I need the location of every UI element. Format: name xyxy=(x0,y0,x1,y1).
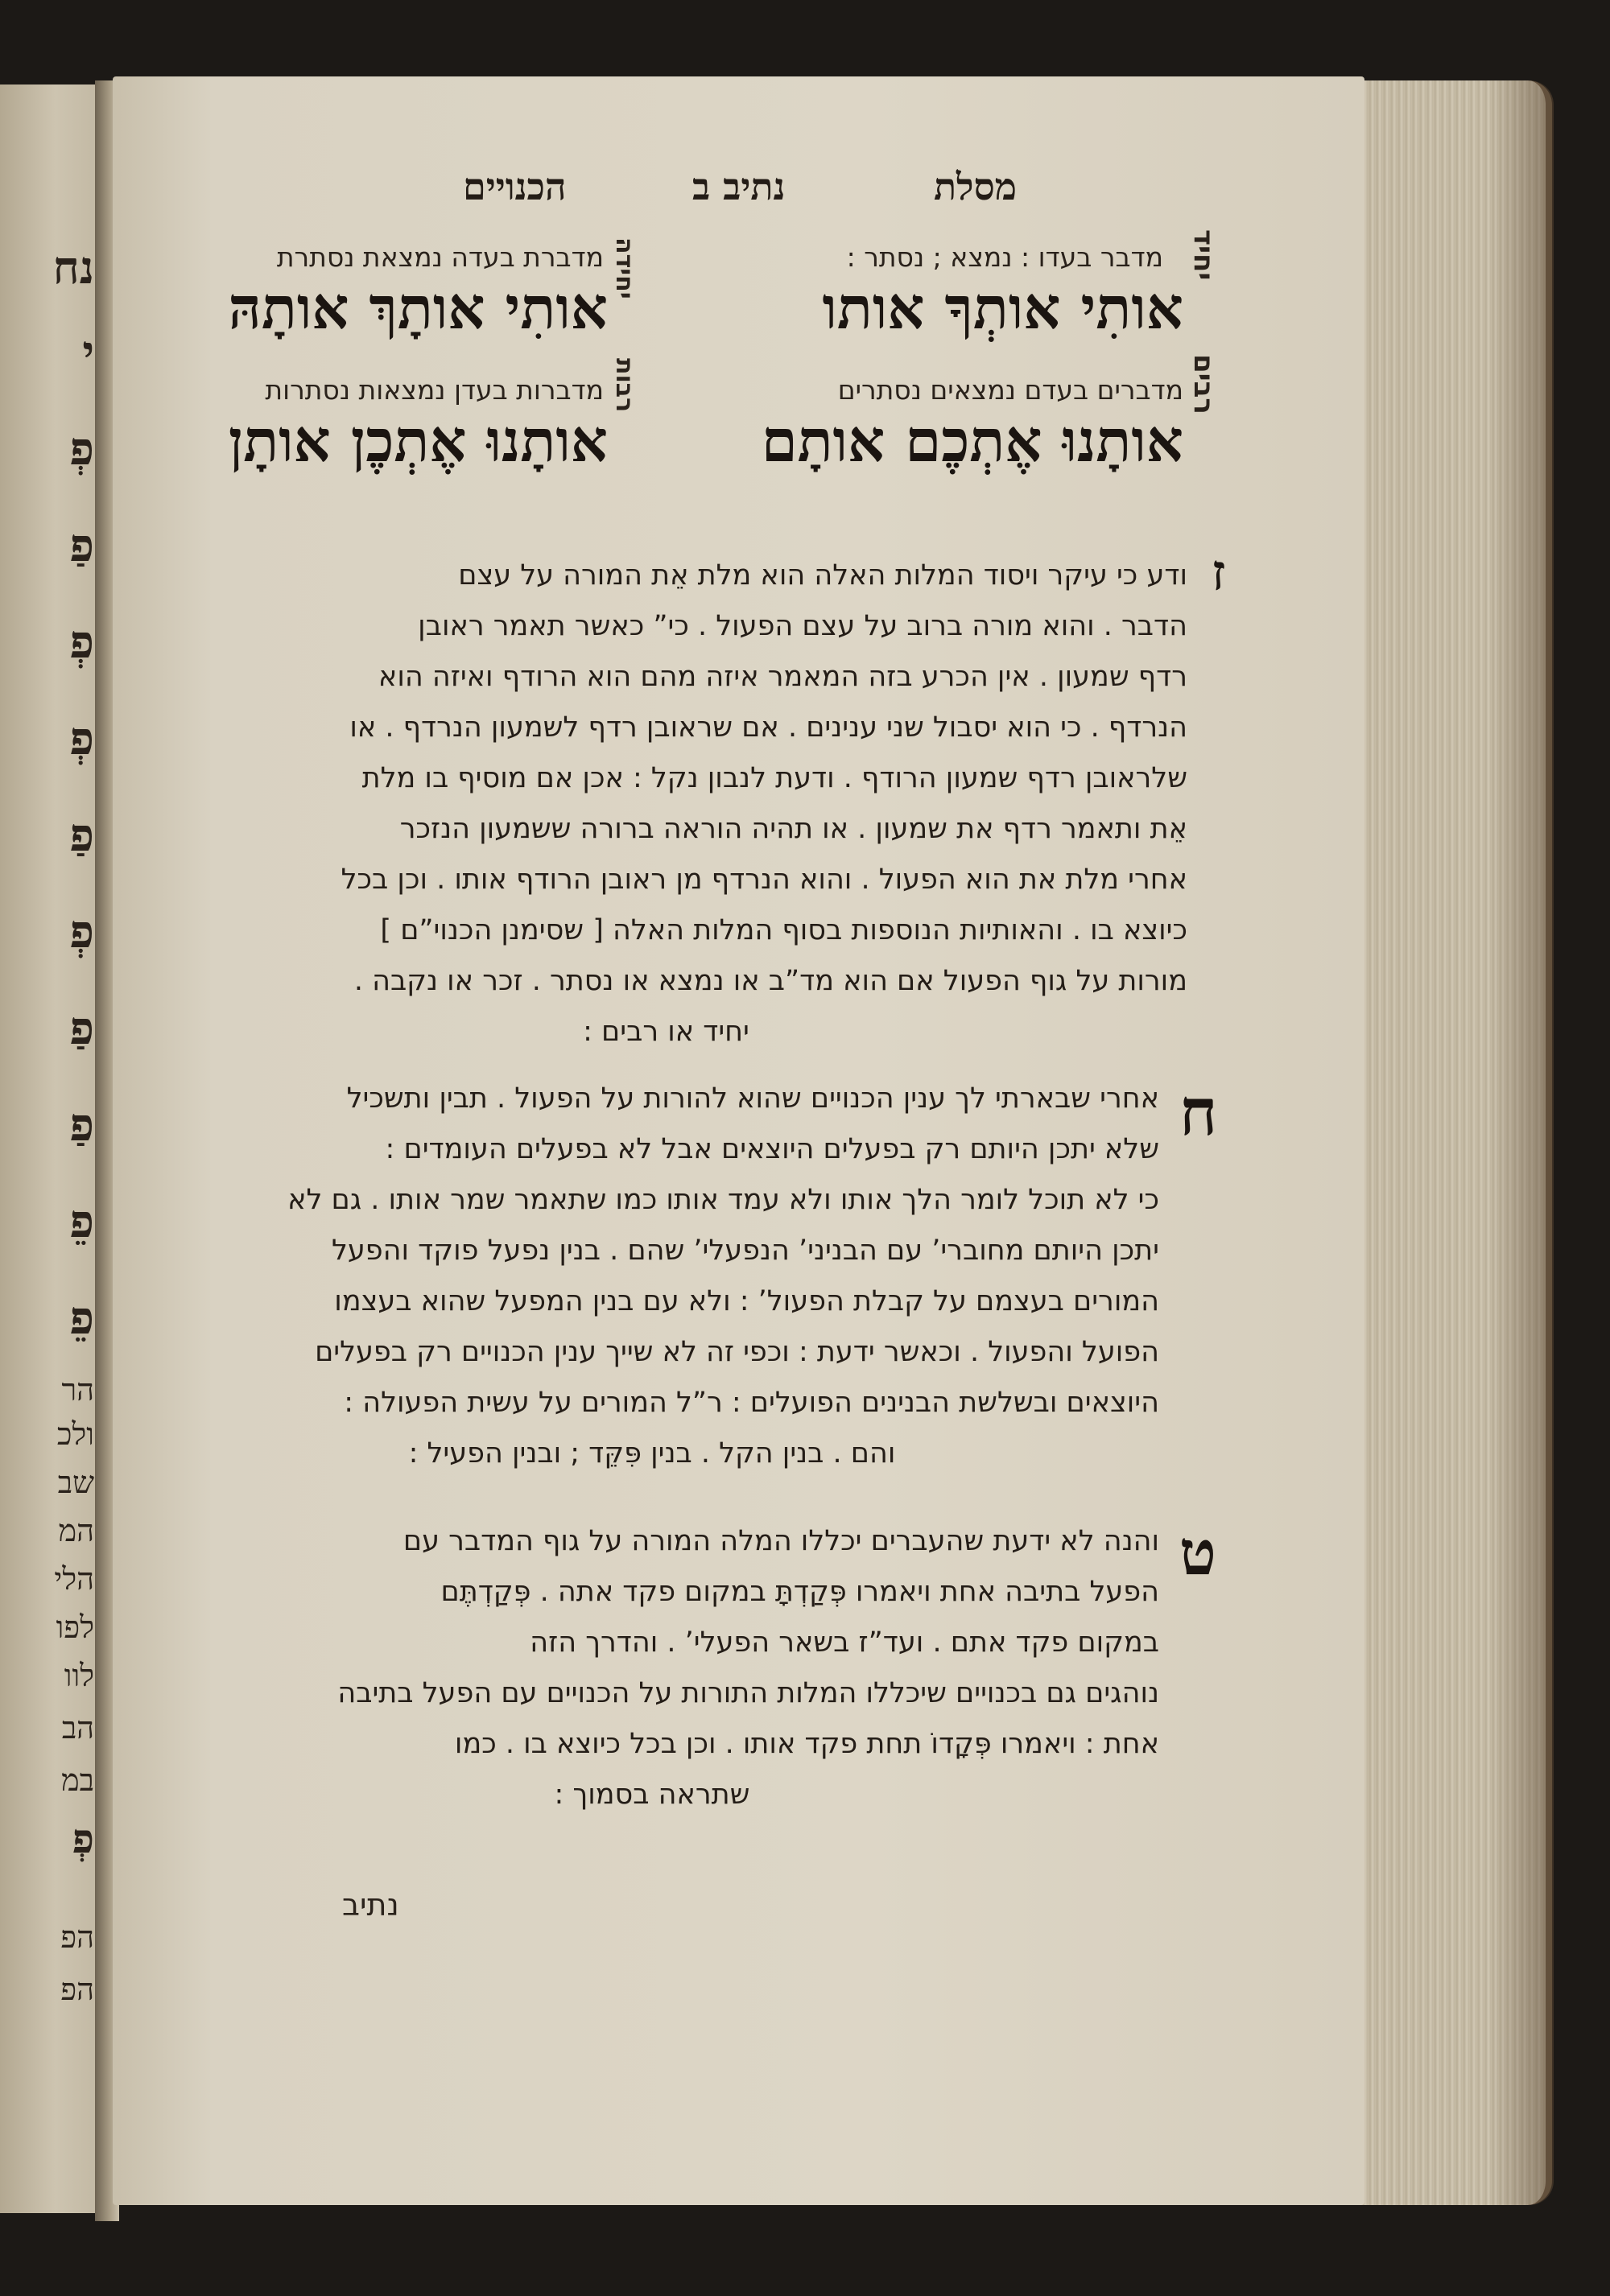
section-h-line: אחרי שבארתי לך ענין הכנויים שהוא להורות על הפעול . תבין ותשכיל xyxy=(346,1082,1159,1115)
table-row1-big-left: אותִי אותָךְ אותָהּ xyxy=(228,274,608,342)
left-page-fragment: לפו xyxy=(56,1610,94,1645)
left-page-fragment: הלי xyxy=(54,1561,94,1597)
left-page-fragment: שב xyxy=(57,1465,94,1500)
section-h-line: והם . בנין הקל . בנין פִּקֵּד ; ובנין הפעיל : xyxy=(408,1437,896,1470)
left-page-glyph: פְ xyxy=(69,905,94,958)
left-page-fragment: פְ xyxy=(72,1815,94,1862)
section-z-line: יחיד או רבים : xyxy=(583,1016,749,1048)
left-page-glyph: פַ xyxy=(69,1099,94,1152)
left-page-fragment: ולכ xyxy=(56,1416,94,1452)
left-page-fragment: במ xyxy=(61,1762,94,1798)
table-row2-label2: רבות xyxy=(610,358,638,413)
left-page-glyph: פְ xyxy=(69,712,94,765)
section-z-line: הדבר . והוא מורה ברוב על עצם הפעול . כי” כאשר תאמר ראובן xyxy=(418,610,1187,642)
table-row2-big-right: אותָנוּ אֶתְכֶם אותָם xyxy=(761,406,1183,475)
section-z-paragraph xyxy=(145,559,1187,1123)
section-h-letter: ח xyxy=(1179,1074,1218,1150)
table-row2-big-left: אותָנוּ אֶתְכֶן אותָן xyxy=(228,406,608,475)
section-z-line: אחרי מלת את הוא הפעול . והוא הנרדף מן ראובן הרודף אותו . וכן בכל xyxy=(341,864,1187,896)
section-z-line: ודע כי עיקר ויסוד המלות האלה הוא מלת אֵת המורה על עצם xyxy=(458,559,1187,592)
table-row1-small-left: מדברת בעדה נמצאת נסתרת xyxy=(276,241,604,273)
header-word-left: מסלת xyxy=(934,165,1018,208)
header-word-right: הכנויים xyxy=(463,165,567,208)
section-z-line: כיוצא בו . והאותיות הנוספות בסוף המלות האלה [ שסימנן הכנוי”ם ] xyxy=(380,914,1187,946)
section-t-line: נוהגים גם בכנויים שיכללו המלות התורות על הכנויים עם הפעל בתיבה xyxy=(337,1677,1159,1709)
section-z-line: רדף שמעון . אין הכרע בזה המאמר איזה מהם הוא הרודף ואיזה הוא xyxy=(378,661,1187,693)
section-z-line: הנרדף . כי הוא יסבול שני ענינים . אם שראובן רדף לשמעון הנרדף . או xyxy=(349,711,1187,744)
table-row1-label2: יחידה xyxy=(610,237,638,299)
section-t-line: אחת : ויאמרו פְּקָדוֹ תחת פקד אותו . וכן בכל כיוצא בו . כמו xyxy=(454,1728,1159,1760)
left-page-fragment: לוו xyxy=(64,1658,94,1693)
left-page-fragment: הפ xyxy=(60,1919,94,1955)
left-page-strip xyxy=(0,85,101,2213)
left-page-glyph: י xyxy=(82,326,94,379)
left-page-glyph: נח xyxy=(52,241,94,295)
main-page xyxy=(113,76,1364,2205)
table-row1-small-right: מדבר בעדו : נמצא ; נסתר : xyxy=(846,241,1163,273)
header-word-mid: נתיב ב xyxy=(692,165,786,208)
table-row2-label: רבים xyxy=(1187,354,1220,414)
section-z-line: אֵת ותאמר רדף את שמעון . או תהיה הוראה ברורה ששמעון הנזכר xyxy=(399,813,1187,845)
table-row2-small-right: מדברים בעדם נמצאים נסתרים xyxy=(837,374,1183,406)
catchword: נתיב xyxy=(342,1887,399,1923)
left-page-glyph: פֵ xyxy=(69,1195,94,1248)
section-h-line: יתכן היותם מחוברי’ עם הבניני’ הנפעלי’ שהם . בנין נפעל פוקד והפעל xyxy=(331,1235,1159,1267)
left-page-glyph: פֵ xyxy=(69,1292,94,1345)
section-t-line: במקום פקד אתם . ועד”ז בשאר הפעלי’ . והדרך הזה xyxy=(530,1626,1159,1659)
table-row2-small-left: מדברות בעדן נמצאות נסתרות xyxy=(265,374,604,406)
section-t-line: והנה לא ידעת שהעברים יכללו המלה המורה על גוף המדבר עם xyxy=(402,1525,1159,1557)
left-page-glyph: פְ xyxy=(69,423,94,476)
section-h-line: היוצאים ובשלשת הבנינים הפועלים : ר”ל המורים על עשית הפעולה : xyxy=(344,1387,1159,1419)
left-page-glyph: פַ xyxy=(69,809,94,862)
section-z-letter: ז xyxy=(1212,543,1226,602)
section-z-line: שלראובן רדף שמעון הרודף . ודעת לנבון נקל : אכן אם מוסיף בו מלת xyxy=(361,762,1187,794)
left-page-fragment: הפ xyxy=(60,1972,94,2007)
section-h-line: כי לא תוכל לומר הלך אותו ולא עמד אותו כמו שתאמר שמר אותו . גם לא xyxy=(287,1184,1159,1216)
section-h-paragraph xyxy=(145,1082,1159,1533)
section-t-letter: ט xyxy=(1179,1517,1216,1589)
edge-shadow xyxy=(1489,80,1554,2205)
left-page-fragment: הר xyxy=(61,1372,94,1408)
table-row1-big-right: אותִי אותְךָ אותו xyxy=(822,274,1183,342)
left-page-fragment: המ xyxy=(58,1513,94,1548)
section-t-paragraph xyxy=(145,1525,1159,1847)
left-page-glyph: פַ xyxy=(69,519,94,572)
section-h-line: שלא יתכן היותם רק בפעלים היוצאים אבל לא בפעלים העומדים : xyxy=(385,1133,1159,1165)
left-page-fragment: הב xyxy=(61,1710,94,1746)
section-t-line: הפעל בתיבה אחת ויאמרו פְּקַדְתָּ במקום פקד אתה . פְּקַדְתֶּם xyxy=(440,1576,1159,1608)
section-h-line: המורים בעצמם על קבלת הפעול’ : ולא עם בנין המפעל שהוא בעצמו xyxy=(334,1285,1159,1317)
table-row1-label: יחיד xyxy=(1187,229,1220,281)
section-z-line: מורות על גוף הפעול אם הוא מד”ב או נמצא או נסתר . זכר או נקבה . xyxy=(353,965,1187,997)
left-page-glyph: פְ xyxy=(69,616,94,669)
section-t-line: שתראה בסמוך : xyxy=(554,1779,750,1811)
left-page-glyph: פַ xyxy=(69,1002,94,1055)
section-h-line: הפועל והפעול . וכאשר ידעת : וכפי זה לא שייך ענין הכנויים רק בפעלים xyxy=(315,1336,1159,1368)
